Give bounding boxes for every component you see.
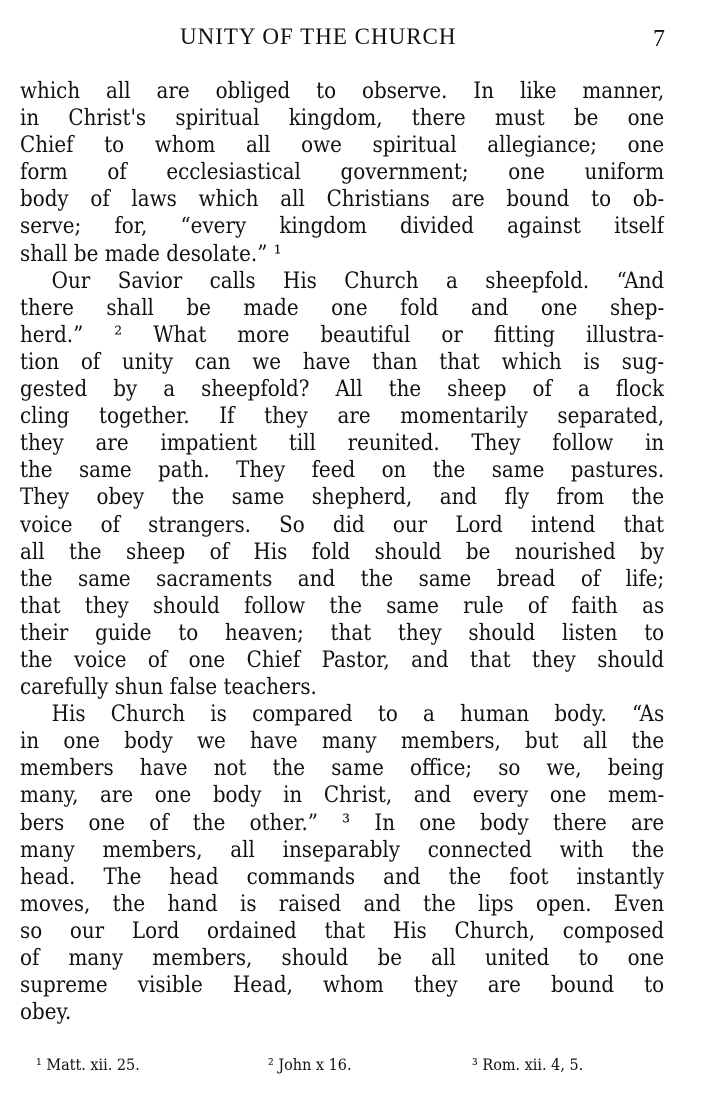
- text-line: obey.: [20, 999, 72, 1026]
- text-line: their guide to heaven; that they should listen to: [20, 619, 665, 646]
- footnote-3: ³ Rom. xii. 4, 5.: [472, 1055, 584, 1074]
- text-line: the same path. They feed on the same pastures.: [20, 457, 665, 484]
- page-number: 7: [653, 26, 665, 52]
- text-line: gested by a sheepfold? All the sheep of a flock: [20, 376, 665, 403]
- text-line: body of laws which all Christians are bound to ob-: [20, 186, 665, 213]
- text-line: form of ecclesiastical government; one uniform: [20, 159, 665, 186]
- text-line: voice of strangers. So did our Lord intend that: [20, 511, 665, 538]
- text-line: carefully shun false teachers.: [20, 674, 317, 701]
- text-line: which all are obliged to observe. In like manner,: [20, 78, 665, 104]
- text-line: herd.” ² What more beautiful or fitting illustra-: [20, 321, 665, 348]
- text-line: serve; for, “every kingdom divided against itself: [20, 213, 665, 240]
- text-line: all the sheep of His fold should be nourished by: [20, 538, 665, 565]
- text-line: tion of unity can we have than that which is sug-: [20, 348, 665, 375]
- text-line: in one body we have many members, but all the: [20, 728, 665, 755]
- footnote-2: ² John x 16.: [268, 1055, 352, 1074]
- text-line: head. The head commands and the foot instantly: [20, 863, 665, 890]
- paragraph-start-line: Our Savior calls His Church a sheepfold. “And: [51, 267, 665, 294]
- text-line: members have not the same office; so we, being: [20, 755, 665, 782]
- text-line: so our Lord ordained that His Church, composed: [20, 917, 665, 944]
- text-line: of many members, should be all united to one: [20, 945, 665, 971]
- text-line: many members, all inseparably connected with the: [20, 836, 665, 863]
- text-line: they are impatient till reunited. They follow in: [20, 430, 665, 457]
- text-line: in Christ's spiritual kingdom, there must be one: [20, 105, 665, 132]
- running-title: UNITY OF THE CHURCH: [180, 24, 457, 49]
- body-text: [20, 78, 664, 1026]
- text-line: Chief to whom all owe spiritual allegiance; one: [20, 132, 665, 159]
- text-line: supreme visible Head, whom they are bound to: [20, 972, 665, 999]
- paragraph-start-line: His Church is compared to a human body. “As: [51, 701, 665, 728]
- text-line: shall be made desolate.” ¹: [20, 240, 282, 267]
- text-line: They obey the same shepherd, and fly from the: [20, 484, 665, 511]
- text-line: bers one of the other.” ³ In one body there are: [20, 809, 665, 836]
- text-line: that they should follow the same rule of faith as: [20, 592, 665, 619]
- text-line: there shall be made one fold and one shep-: [20, 294, 665, 321]
- text-line: moves, the hand is raised and the lips open. Even: [20, 890, 665, 917]
- text-line: many, are one body in Christ, and every one mem-: [20, 782, 665, 809]
- text-line: the voice of one Chief Pastor, and that they should: [20, 646, 665, 673]
- text-line: cling together. If they are momentarily separated,: [20, 403, 665, 430]
- footnote-1: ¹ Matt. xii. 25.: [36, 1055, 140, 1074]
- text-line: the same sacraments and the same bread of life;: [20, 565, 665, 592]
- footnotes: [36, 1055, 636, 1077]
